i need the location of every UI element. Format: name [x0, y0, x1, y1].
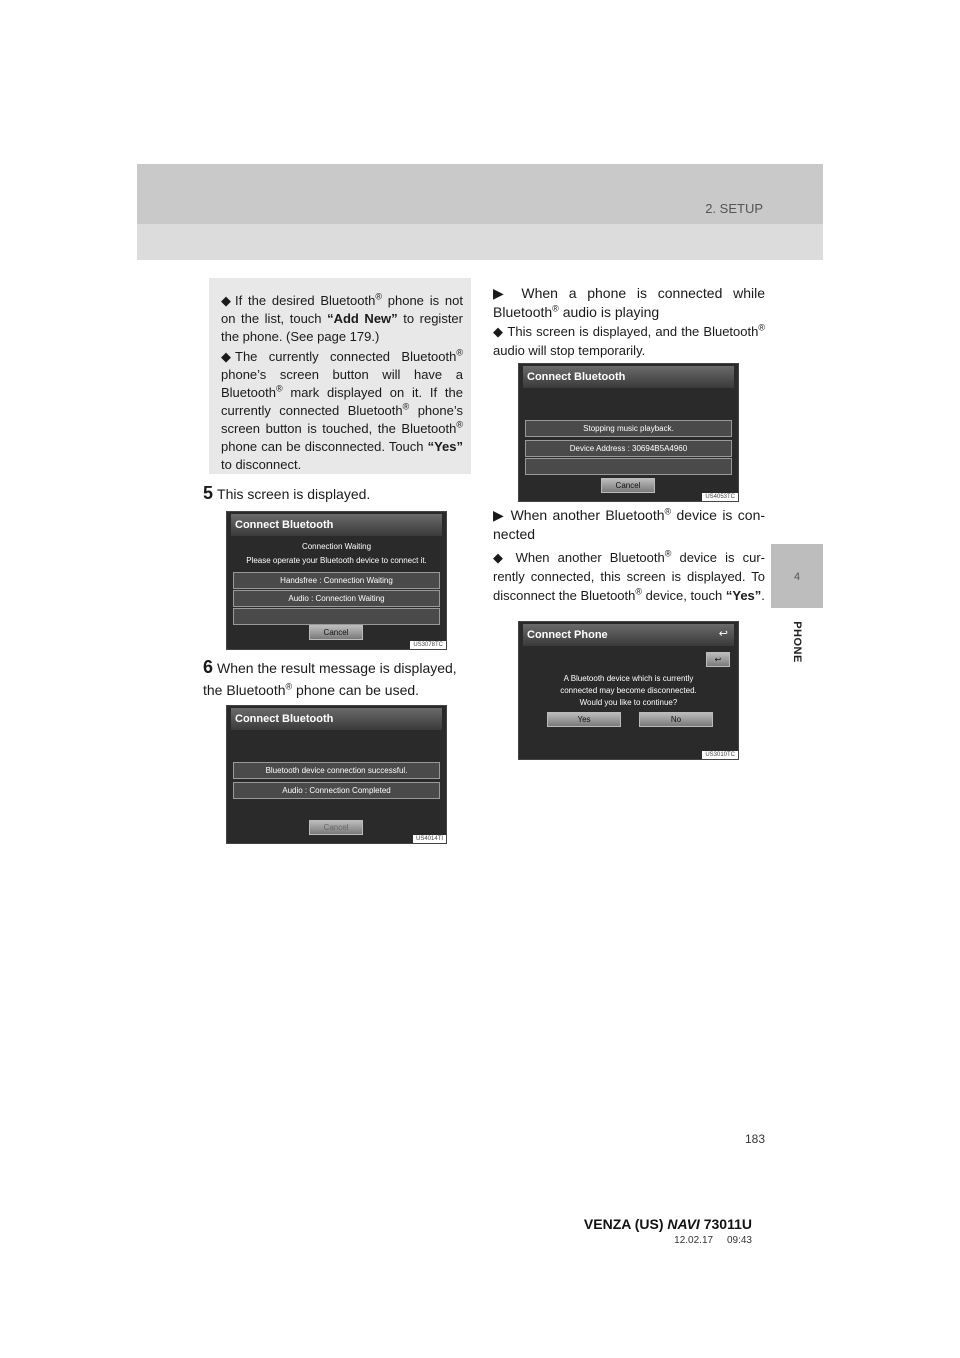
note-music-stop: ◆ This screen is displayed, and the Bluetooth® audio will stop temporarily.: [493, 322, 765, 358]
diamond-bullet-icon: ◆: [493, 324, 504, 339]
yes-button[interactable]: Yes: [547, 712, 621, 727]
screenshot-connection-waiting: Connect Bluetooth Connection Waiting Please operate your Bluetooth device to connect it. Handsfree : Connection Waiting Audio : Connection Waiting Cancel US3078TC: [226, 511, 447, 650]
condition-another-device: ▶ When another Bluetooth® device is con-nected: [493, 506, 766, 542]
note-disconnect-device: ◆ When another Bluetooth® device is cur-rently connected, this screen is displayed. To disconnect the Bluetooth® device, touch “Yes”.: [493, 548, 765, 603]
note-box: [209, 278, 471, 474]
screenshot-connect-phone: Connect Phone ↩ ↩ A Bluetooth device which is currently connected may become disconnected. Would you like to continue? Yes No US3010TC: [518, 621, 739, 760]
triangle-pointer-icon: ▶: [493, 507, 506, 523]
header-sub-band: [137, 224, 823, 260]
screenshot-stopping-music: Connect Bluetooth Stopping music playback. Device Address : 30694B5A4960 Cancel US4053TC: [518, 363, 739, 502]
section-title: 2. SETUP: [705, 201, 763, 216]
triangle-pointer-icon: ▶: [493, 285, 511, 301]
note-item-add-new: ◆ If the desired Bluetooth® phone is not on the list, touch “Add New” to register the phone. (See page 179.): [221, 291, 464, 344]
diamond-bullet-icon: ◆: [221, 293, 231, 308]
diamond-bullet-icon: ◆: [221, 349, 231, 364]
footer-timestamp: 12.02.17 09:43: [674, 1235, 752, 1246]
chapter-label: PHONE: [791, 621, 803, 663]
cancel-button[interactable]: Cancel: [309, 625, 363, 640]
screenshot-connection-successful: Connect Bluetooth Bluetooth device connection successful. Audio : Connection Completed Cancel US4014TI: [226, 705, 447, 844]
cancel-button[interactable]: Cancel: [601, 478, 655, 493]
cancel-button[interactable]: Cancel: [309, 820, 363, 835]
step-6: 6 When the result message is displayed, the Bluetooth® phone can be used.: [203, 657, 457, 698]
note-item-disconnect: ◆ The currently connected Bluetooth® phone’s screen button will have a Bluetooth® mark displayed on it. If the currently connected Bluetooth® phone’s screen button is touched, the Bluetooth® phone can be disconnected. Touch “Yes” to disconnect.: [221, 347, 463, 472]
step-5: 5 This screen is displayed.: [203, 483, 371, 503]
footer-model: VENZA (US) NAVI 73011U: [583, 1216, 752, 1232]
back-button[interactable]: ↩: [706, 652, 730, 667]
no-button[interactable]: No: [639, 712, 713, 727]
diamond-bullet-icon: ◆: [493, 550, 508, 565]
return-icon[interactable]: ↩: [718, 628, 728, 640]
condition-music-playing: ▶ When a phone is connected while Bluetooth® audio is playing: [493, 285, 765, 320]
chapter-number: 4: [793, 571, 801, 583]
page-number: 183: [745, 1132, 766, 1146]
